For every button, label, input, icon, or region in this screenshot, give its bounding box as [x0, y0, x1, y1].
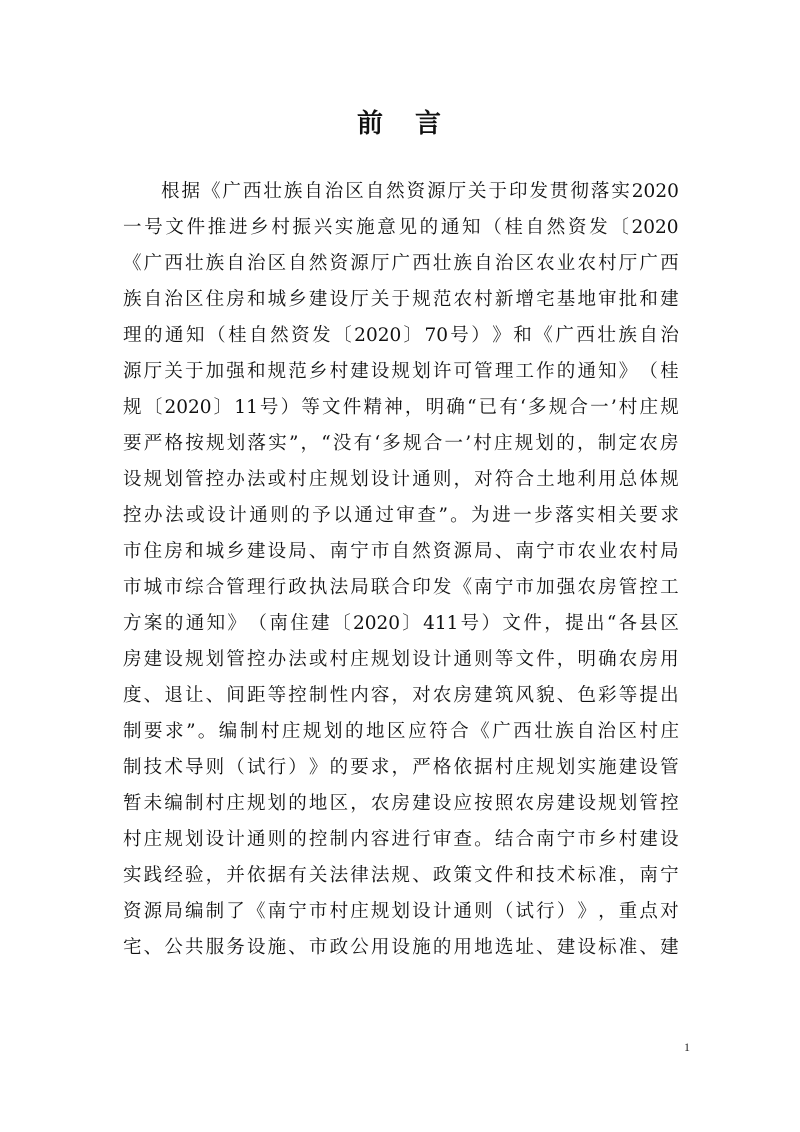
paragraph-line: 市 城 市 综 合 管 理 行 政 执 法 局 联 合 印 发 《 南 宁 市 加 强 农 房 管 控 工 [123, 577, 679, 598]
paragraph-line: 设 规 划 管 控 办 法 或 村 庄 规 划 设 计 通 则 ， 对 符 合 土 地 利 用 总 体 规 [123, 469, 679, 490]
paragraph-line: 族 自 治 区 住 房 和 城 乡 建 设 厅 关 于 规 范 农 村 新 增 宅 基 地 审 批 和 建 [123, 289, 679, 310]
paragraph-line: 控 办 法 或 设 计 通 则 的 予 以 通 过 审 查 ” 。 为 进 一 步 落 实 相 关 要 求 [123, 505, 679, 526]
paragraph-line: 度 、 退 让 、 间 距 等 控 制 性 内 容 ， 对 农 房 建 筑 风 貌 、 色 彩 等 提 出 [123, 685, 679, 706]
paragraph-line: 房 建 设 规 划 管 控 办 法 或 村 庄 规 划 设 计 通 则 等 文 件 ， 明 确 农 房 用 [123, 649, 679, 670]
page-number: 1 [684, 1040, 690, 1054]
page-title-first-char: 前 [356, 109, 385, 139]
paragraph-line: 《 广 西 壮 族 自 治 区 自 然 资 源 厅 广 西 壮 族 自 治 区 农 业 农 村 厅 广 西 [123, 253, 679, 274]
paragraph-line: 市 住 房 和 城 乡 建 设 局 、 南 宁 市 自 然 资 源 局 、 南 宁 市 农 业 农 村 局 [123, 541, 679, 562]
paragraph-line: 一 号 文 件 推 进 乡 村 振 兴 实 施 意 见 的 通 知 （ 桂 自 然 资 发 〔 2020 [123, 217, 679, 238]
paragraph-line: 实 践 经 验 ， 并 依 据 有 关 法 律 法 规 、 政 策 文 件 和 技 术 标 准 ， 南 宁 [123, 865, 679, 886]
paragraph-line: 源 厅 关 于 加 强 和 规 范 乡 村 建 设 规 划 许 可 管 理 工 作 的 通 知 》 （ 桂 [123, 361, 679, 382]
paragraph-line: 暂 未 编 制 村 庄 规 划 的 地 区 ， 农 房 建 设 应 按 照 农 房 建 设 规 划 管 控 [123, 793, 679, 814]
paragraph-line: 理 的 通 知 （ 桂 自 然 资 发 〔 2020 〕 70 号 ） 》 和 《 广 西 壮 族 自 治 [123, 325, 679, 346]
paragraph-line: 方 案 的 通 知 》 （ 南 住 建 〔 2020 〕 411 号 ） 文 件 ， 提 出 “ 各 县 区 [123, 613, 679, 634]
paragraph-line: 村 庄 规 划 设 计 通 则 的 控 制 内 容 进 行 审 查 。 结 合 南 宁 市 乡 村 建 设 [123, 829, 679, 850]
paragraph-line: 制 要 求 ” 。 编 制 村 庄 规 划 的 地 区 应 符 合 《 广 西 壮 族 自 治 区 村 庄 [123, 721, 679, 742]
preface-paragraph [123, 174, 679, 966]
paragraph-line: 制 技 术 导 则 （ 试 行 ） 》 的 要 求 ， 严 格 依 据 村 庄 规 划 实 施 建 设 管 [123, 757, 679, 778]
paragraph-line: 规 〔 2020 〕 11 号 ） 等 文 件 精 神 ， 明 确 “ 已 有 ‘ 多 规 合 一 ’ 村 庄 规 [123, 397, 679, 418]
paragraph-line: 要 严 格 按 规 划 落 实 ” ， “ 没 有 ‘ 多 规 合 一 ’ 村 庄 规 划 的 ， 制 定 农 房 [123, 433, 679, 454]
page-title [0, 103, 800, 140]
paragraph-line: 根 据 《 广 西 壮 族 自 治 区 自 然 资 源 厅 关 于 印 发 贯 彻 落 实 2020 [161, 181, 679, 202]
page-title-second-char: 言 [415, 109, 444, 139]
paragraph-line: 资 源 局 编 制 了 《 南 宁 市 村 庄 规 划 设 计 通 则 （ 试 行 ） 》 ， 重 点 对 [123, 901, 679, 922]
paragraph-line: 宅 、 公 共 服 务 设 施 、 市 政 公 用 设 施 的 用 地 选 址 、 建 设 标 准 、 建 [123, 937, 679, 958]
